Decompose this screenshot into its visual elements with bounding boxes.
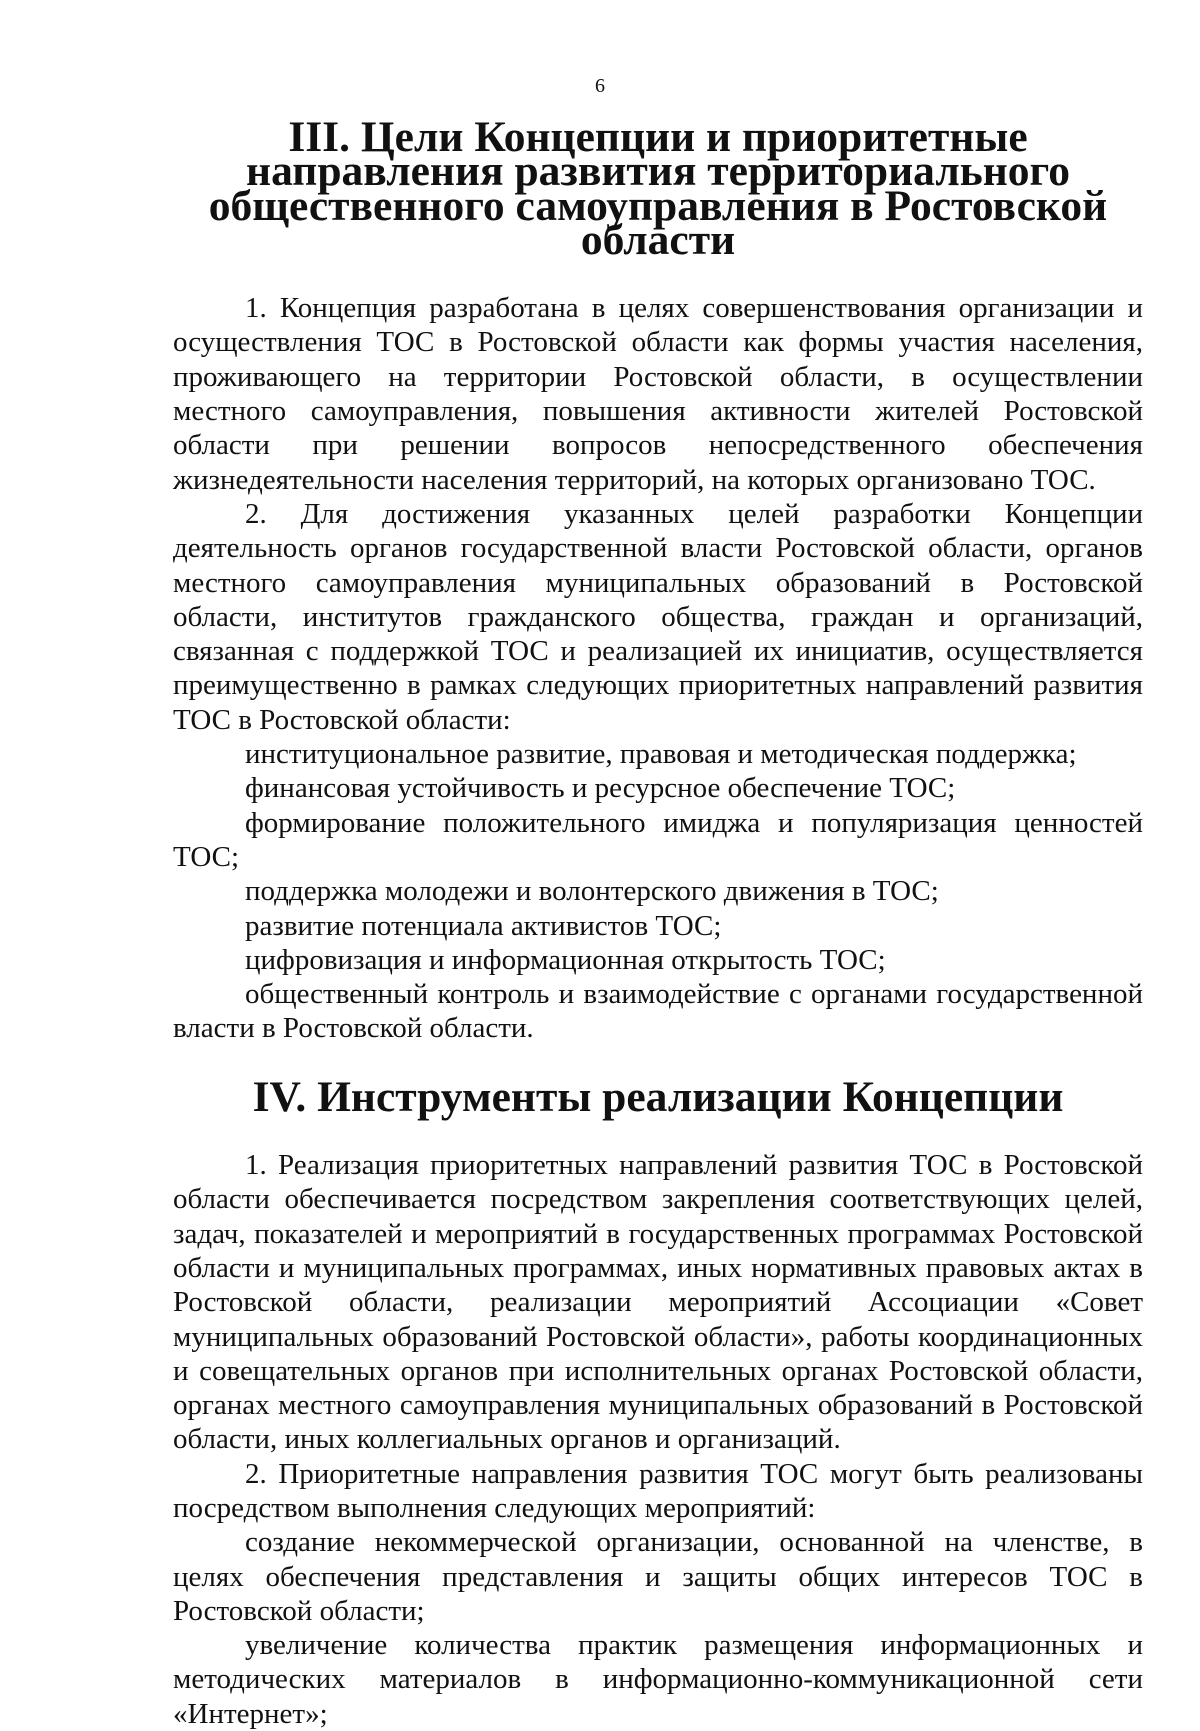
document-body xyxy=(173,113,1143,1731)
section-3-title-line: общественного самоуправления в Ростовской области xyxy=(208,181,1108,264)
section-3-title-line: III. Цели Концепции и приоритетные xyxy=(288,113,1028,161)
section-3-title xyxy=(173,113,1143,264)
paragraph: 2. Приоритетные направления развития ТОС могут быть реализованы посредством выполнения следующих мероприятий: xyxy=(173,1457,1143,1524)
list-item: институциональное развитие, правовая и методическая поддержка; xyxy=(245,738,1077,771)
list-item: финансовая устойчивость и ресурсное обеспечение ТОС; xyxy=(245,772,956,805)
list-item: увеличение количества практик размещения информационных и методических материалов в информационно-коммуникационной сети «Интернет»; xyxy=(173,1629,1143,1730)
section-4-title-line: IV. Инструменты реализации Концепции xyxy=(252,1072,1064,1121)
list-item: создание некоммерческой организации, основанной на членстве, в целях обеспечения представления и защиты общих интересов ТОС в Ростовской области; xyxy=(173,1526,1143,1627)
list-item: формирование положительного имиджа и популяризация ценностей ТОС; xyxy=(173,806,1143,873)
list-item: поддержка молодежи и волонтерского движения в ТОС; xyxy=(245,875,939,908)
paragraph: 2. Для достижения указанных целей разработки Концепции деятельность органов государственной власти Ростовской области, органов местного самоуправления муниципальных образований в Ростовской области, институтов гражданского общества, граждан и организаций, связанная с поддержкой ТОС и реализацией их инициатив, осуществляется преимущественно в рамках следующих приоритетных направлений развития ТОС в Ростовской области: xyxy=(173,497,1143,736)
paragraph: 1. Реализация приоритетных направлений развития ТОС в Ростовской области обеспечивается посредством закрепления соответствующих целей, задач, показателей и мероприятий в государственных программах Ростовской области и муниципальных программах, иных нормативных правовых актах в Ростовской области, реализации мероприятий Ассоциации «Совет муниципальных образований Ростовской области», работы координационных и совещательных органов при исполнительных органах Ростовской области, органах местного самоуправления муниципальных образований в Ростовской области, иных коллегиальных органов и организаций. xyxy=(173,1149,1143,1456)
page-number: 6 xyxy=(595,75,605,97)
list-item: развитие потенциала активистов ТОС; xyxy=(245,909,722,942)
list-item: цифровизация и информационная открытость ТОС; xyxy=(245,943,886,976)
section-3-title-line: направления развития территориального xyxy=(246,147,1070,196)
list-item: общественный контроль и взаимодействие с органами государственной власти в Ростовской области. xyxy=(173,978,1143,1045)
paragraph: 1. Концепция разработана в целях совершенствования организации и осуществления ТОС в Ростовской области как формы участия населения, проживающего на территории Ростовской области, в осуществлении местного самоуправления, повышения активности жителей Ростовской области при решении вопросов непосредственного обеспечения жизнедеятельности населения территорий, на которых организовано ТОС. xyxy=(173,292,1143,496)
section-4-title xyxy=(173,1072,1143,1121)
